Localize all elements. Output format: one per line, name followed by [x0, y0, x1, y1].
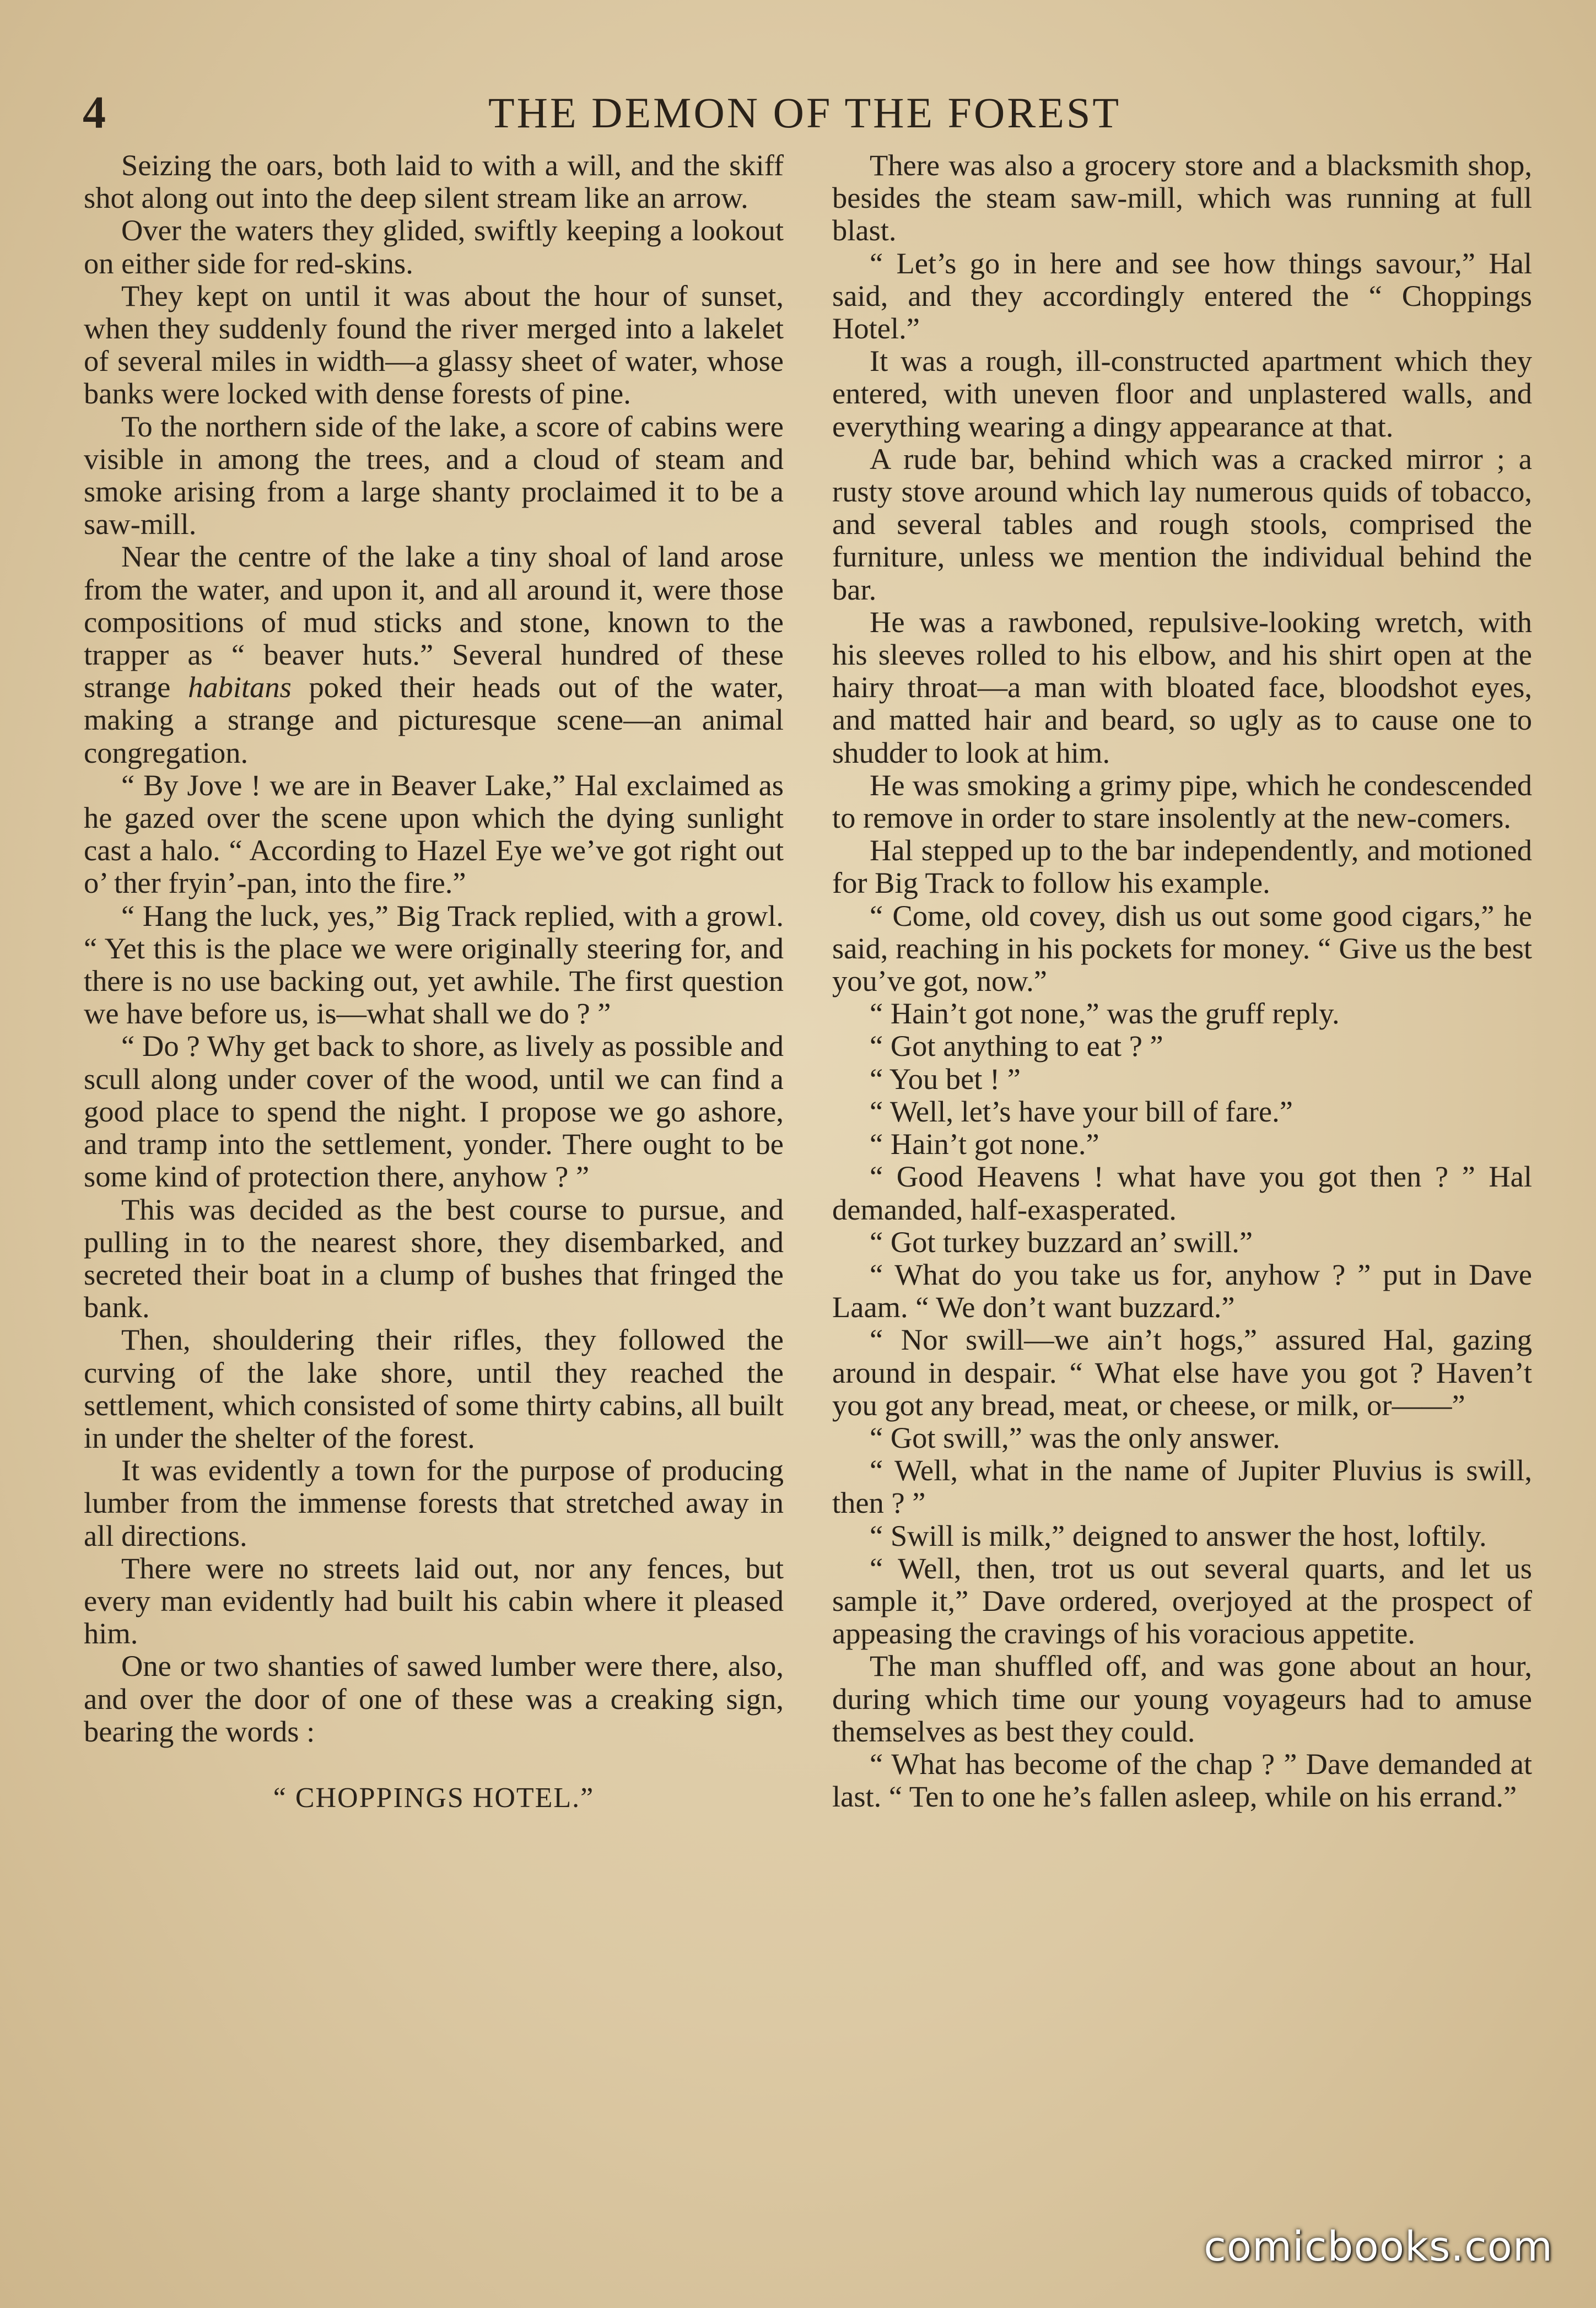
running-title: THE DEMON OF THE FOREST	[488, 89, 1121, 137]
paragraph: “ Hain’t got none,” was the gruff reply.	[870, 996, 1340, 1031]
paragraph: There were no streets laid out, nor any fences, but every man evidently had built his cabin where it pleased him.	[84, 1551, 784, 1651]
paragraph: A rude bar, behind which was a cracked mirror ; a rusty stove around which lay numerous quids of tobacco, and several tables and rough stools, comprised the furniture, unless we mention the individual behind the bar.	[832, 441, 1532, 606]
paragraph: “ What do you take us for, anyhow ? ” put in Dave Laam. “ We don’t want buzzard.”	[832, 1257, 1532, 1324]
paragraph: “ Swill is milk,” deigned to answer the host, loftily.	[870, 1518, 1487, 1552]
paragraph: It was evidently a town for the purpose of producing lumber from the immense forests that stretched away in all directions.	[84, 1453, 784, 1552]
left-column	[84, 149, 784, 1814]
paragraph: One or two shanties of sawed lumber were there, also, and over the door of one of these was a creaking sign, bearing the words :	[84, 1649, 784, 1748]
paragraph: “ Well, what in the name of Jupiter Pluvius is swill, then ? ”	[832, 1453, 1532, 1520]
paragraph: Near the centre of the lake a tiny shoal of land arose from the water, and upon it, and all around it, were those compositions of mud sticks and stone, known to the trapper as “ beaver huts.” Several hundred of these strange habitans poked their heads out of the water, making a strange and picturesque scene—an animal congregation.	[84, 540, 784, 769]
page-number: 4	[83, 87, 106, 138]
paragraph: “ Come, old covey, dish us out some good cigars,” he said, reaching in his pockets for money. “ Give us the best you’ve got, now.”	[832, 898, 1532, 998]
paragraph: “ Do ? Why get back to shore, as lively as possible and scull along under cover of the wood, until we can find a good place to spend the night. I propose we go ashore, and tramp into the settlement, yonder. There ought to be some kind of protection there, anyhow ? ”	[84, 1029, 784, 1194]
paragraph: “ Nor swill—we ain’t hogs,” assured Hal, gazing around in despair. “ What else have you got ? Haven’t you got any bread, meat, or cheese, or milk, or——”	[832, 1323, 1532, 1422]
paragraph: “ Good Heavens ! what have you got then ? ” Hal demanded, half-exasperated.	[832, 1160, 1532, 1226]
paragraph: “ Got swill,” was the only answer.	[870, 1420, 1280, 1454]
paragraph: “ Well, let’s have your bill of fare.”	[870, 1094, 1293, 1128]
paragraph: “ Let’s go in here and see how things savour,” Hal said, and they accordingly entered the “ Choppings Hotel.”	[832, 246, 1532, 346]
watermark-text: comicbooks.com	[1204, 2223, 1553, 2271]
paragraph: “ Hang the luck, yes,” Big Track replied, with a growl. “ Yet this is the place we were originally steering for, and there is no use backing out, yet awhile. The first question we have before us, is—what shall we do ? ”	[84, 898, 784, 1031]
paragraph: “ Hain’t got none.”	[870, 1127, 1099, 1161]
paragraph: “ Well, then, trot us out several quarts, and let us sample it,” Dave ordered, overjoyed at the prospect of appeasing the cravings of his voracious appetite.	[832, 1551, 1532, 1651]
paragraph: This was decided as the best course to pursue, and pulling in to the nearest shore, they disembarked, and secreted their boat in a clump of bushes that fringed the bank.	[84, 1192, 784, 1324]
paragraph: Then, shouldering their rifles, they followed the curving of the lake shore, until they reached the settlement, which consisted of some thirty cabins, all built in under the shelter of the forest.	[84, 1323, 784, 1454]
paragraph: The man shuffled off, and was gone about an hour, during which time our young voyageurs had to amuse themselves as best they could.	[832, 1649, 1532, 1748]
paragraph: He was a rawboned, repulsive-looking wretch, with his sleeves rolled to his elbow, and his shirt open at the hairy throat—a man with bloated face, bloodshot eyes, and matted hair and beard, so ugly as to cause one to shudder to look at him.	[832, 605, 1532, 769]
paragraph: “ By Jove ! we are in Beaver Lake,” Hal exclaimed as he gazed over the scene upon which the dying sunlight cast a halo. “ According to Hazel Eye we’ve got right out o’ ther fryin’-pan, into the fire.”	[84, 768, 784, 900]
paragraph: “ Got anything to eat ? ”	[870, 1029, 1163, 1063]
page-header	[83, 83, 1527, 143]
paragraph: Over the waters they glided, swiftly keeping a lookout on either side for red-skins.	[84, 213, 784, 280]
italic-word: habitans	[188, 670, 292, 704]
paragraph: There was also a grocery store and a blacksmith shop, besides the steam saw-mill, which was running at full blast.	[832, 148, 1532, 247]
paragraph: Hal stepped up to the bar independently, and motioned for Big Track to follow his example.	[832, 833, 1532, 900]
paragraph: “ You bet ! ”	[870, 1061, 1021, 1096]
paragraph: Seizing the oars, both laid to with a will, and the skiff shot along out into the deep silent stream like an arrow.	[84, 148, 784, 215]
paragraph: He was smoking a grimy pipe, which he condescended to remove in order to stare insolently at the new-comers.	[832, 768, 1532, 835]
paragraph: To the northern side of the lake, a score of cabins were visible in among the trees, and a cloud of steam and smoke arising from a large shanty proclaimed it to be a saw-mill.	[84, 409, 784, 541]
paragraph: “ What has become of the chap ? ” Dave demanded at last. “ Ten to one he’s fallen asleep, while on his errand.”	[832, 1746, 1532, 1814]
paragraph: They kept on until it was about the hour of sunset, when they suddenly found the river merged into a lakelet of several miles in width—a glassy sheet of water, whose banks were locked with dense forests of pine.	[84, 278, 784, 411]
paragraph: “ Got turkey buzzard an’ swill.”	[870, 1225, 1253, 1259]
paragraph: It was a rough, ill-constructed apartment which they entered, with uneven floor and unplastered walls, and everything wearing a dingy appearance at that.	[832, 344, 1532, 443]
right-column	[832, 149, 1532, 1813]
hotel-sign-text: “ CHOPPINGS HOTEL.”	[273, 1782, 595, 1814]
